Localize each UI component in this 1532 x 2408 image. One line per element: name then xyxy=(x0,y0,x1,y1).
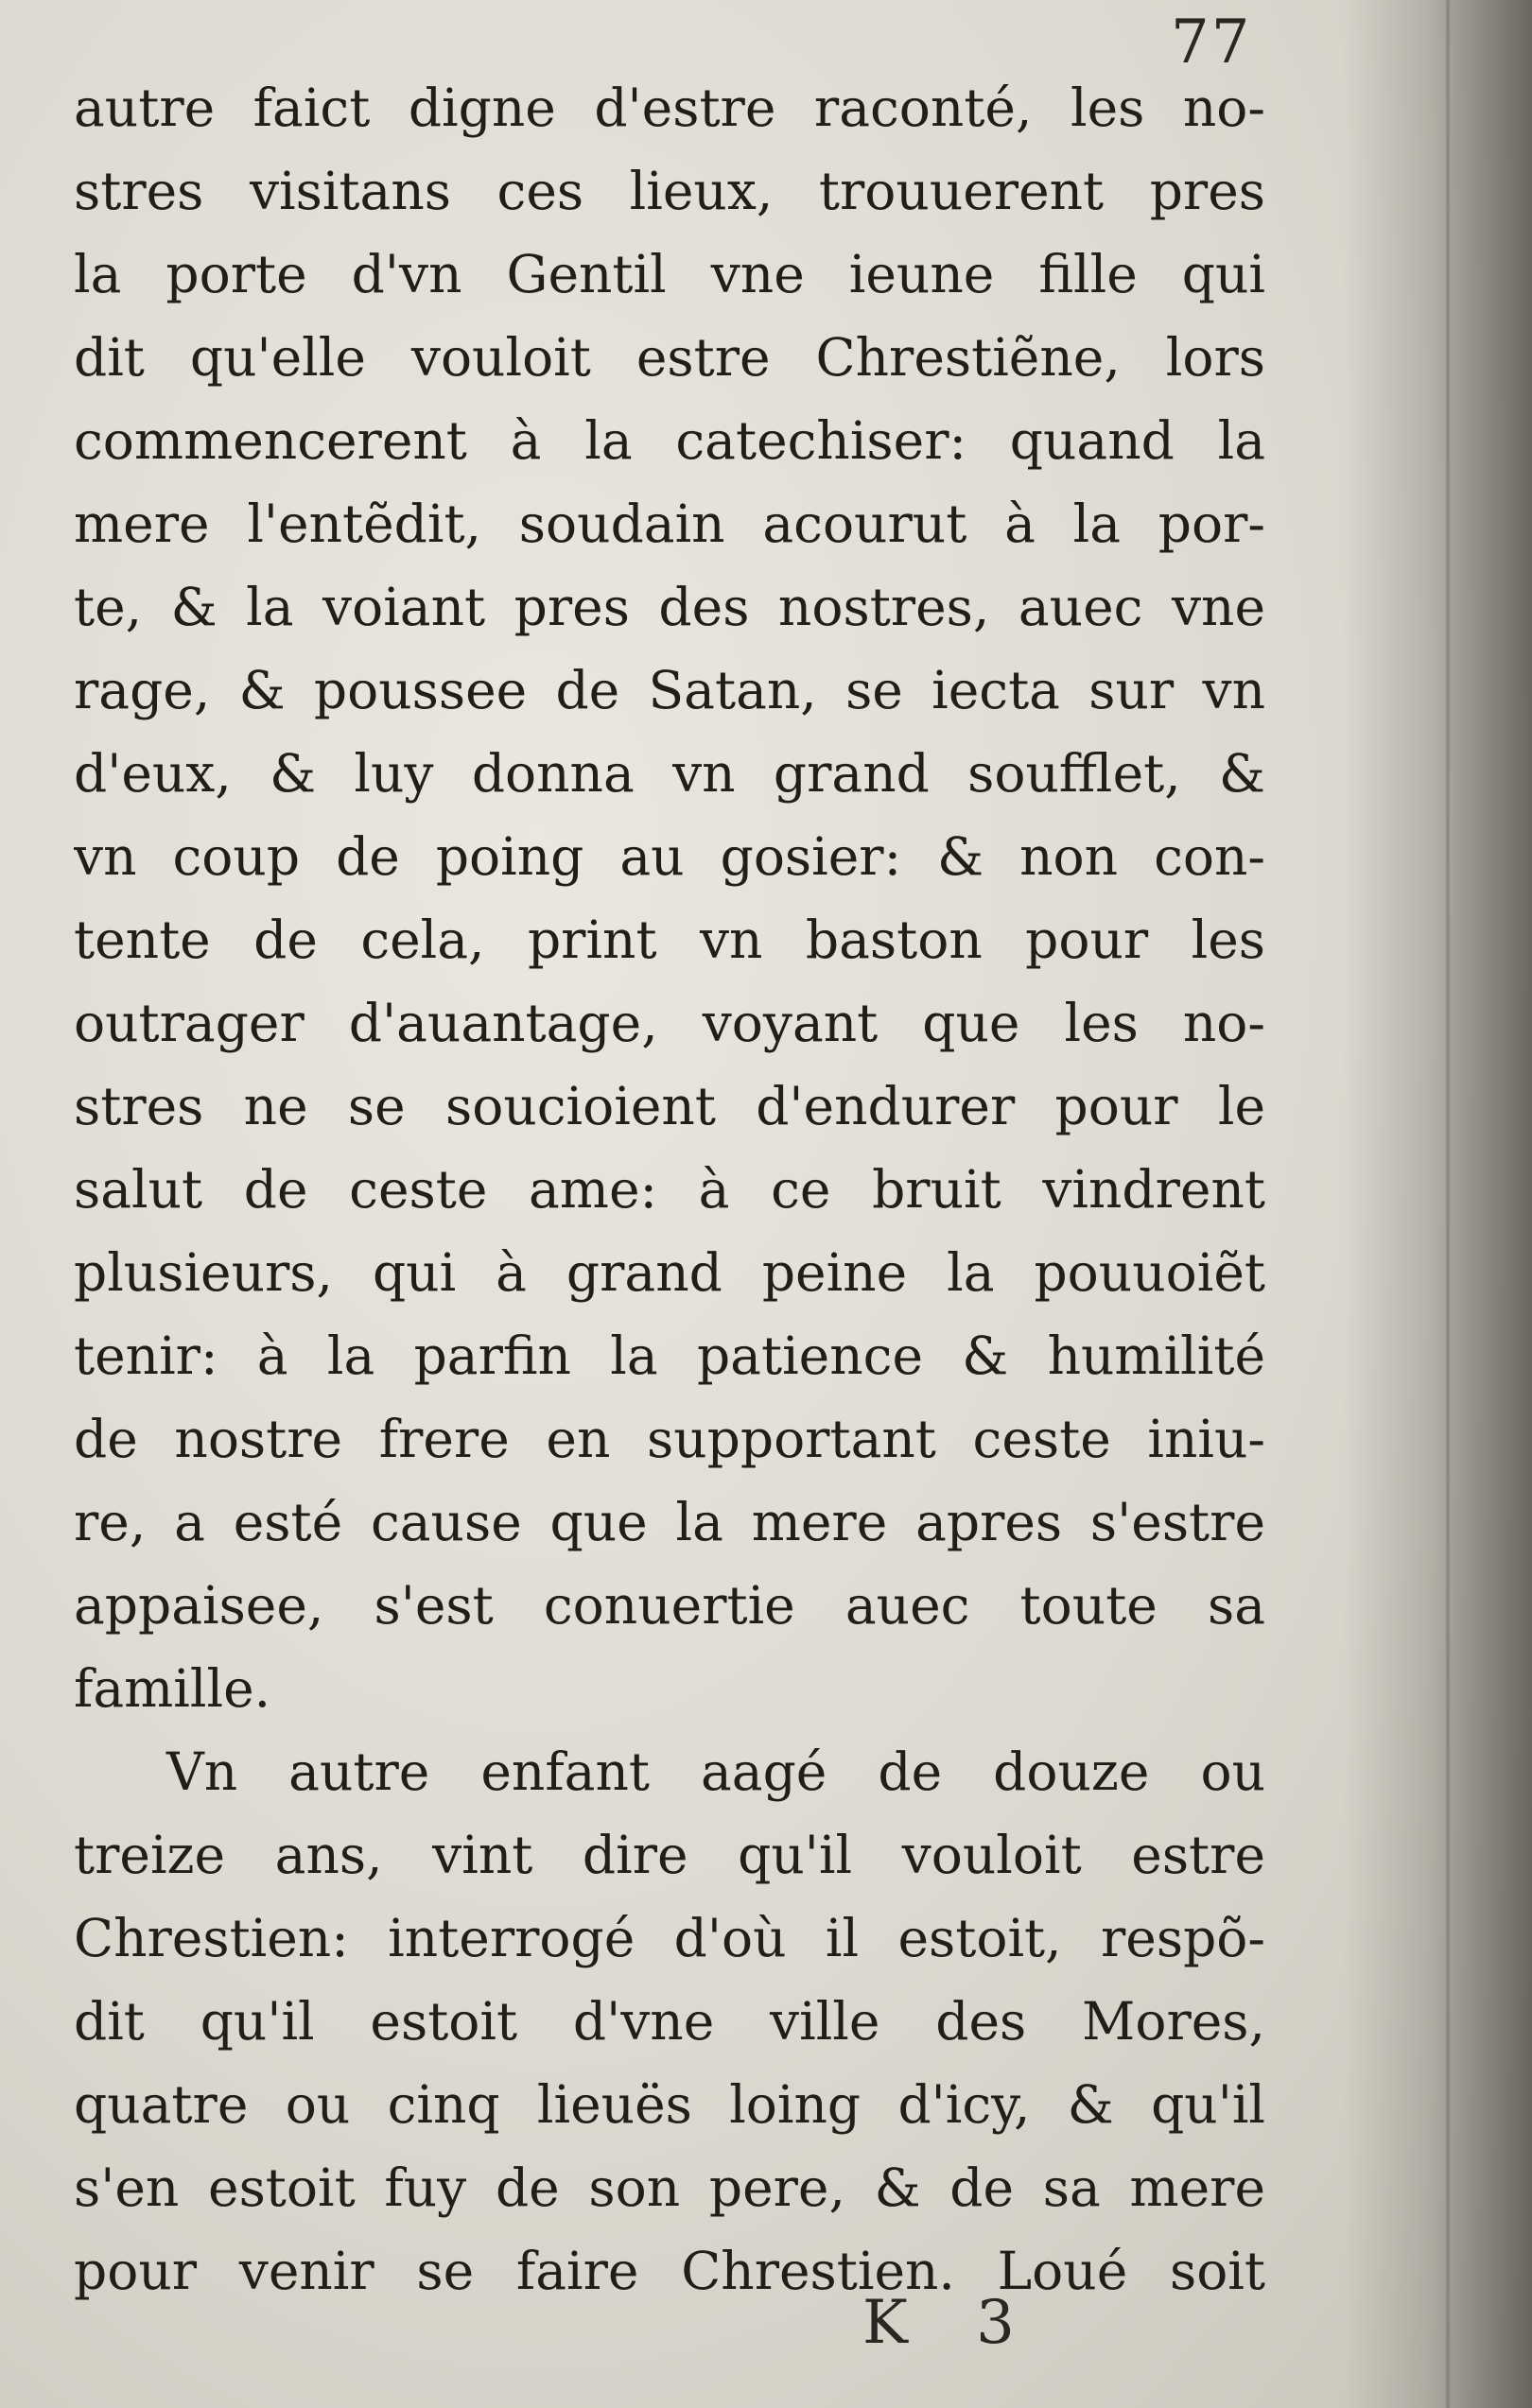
text-line: Chrestien: interrogé d'où il estoit, respõ- xyxy=(74,1908,1265,1968)
text-line: salut de ceste ame: à ce bruit vindrent xyxy=(74,1159,1265,1220)
text-line: tenir: à la parfin la patience & humilité xyxy=(74,1325,1265,1386)
text-line: de nostre frere en supportant ceste iniu- xyxy=(74,1409,1265,1469)
text-line: treize ans, vint dire qu'il vouloit estre xyxy=(74,1825,1265,1885)
text-line: d'eux, & luy donna vn grand soufflet, & xyxy=(74,743,1265,804)
text-line: stres visitans ces lieux, trouuerent pres xyxy=(74,161,1265,221)
text-line: appaisee, s'est conuertie auec toute sa xyxy=(74,1575,1265,1636)
text-line-paragraph-end: famille. xyxy=(74,1658,271,1719)
text-line: stres ne se soucioient d'endurer pour le xyxy=(74,1076,1265,1136)
text-line: te, & la voiant pres des nostres, auec vne xyxy=(74,577,1265,637)
text-line: commencerent à la catechiser: quand la xyxy=(74,410,1265,471)
text-line: mere l'entẽdit, soudain acourut à la por- xyxy=(74,494,1265,554)
page-number: 77 xyxy=(1171,8,1252,78)
text-line: quatre ou cinq lieuës loing d'icy, & qu'il xyxy=(74,2074,1265,2135)
text-line: s'en estoit fuy de son pere, & de sa mere xyxy=(74,2157,1265,2218)
text-line: pour venir se faire Chrestien. Loué soit xyxy=(74,2241,1265,2301)
text-line: plusieurs, qui à grand peine la pouuoiẽt xyxy=(74,1242,1265,1303)
text-line: dit qu'il estoit d'vne ville des Mores, xyxy=(74,1991,1265,2052)
text-line: dit qu'elle vouloit estre Chrestiẽne, lors xyxy=(74,327,1265,388)
text-line: rage, & poussee de Satan, se iecta sur vn xyxy=(74,660,1265,720)
text-line: tente de cela, print vn baston pour les xyxy=(74,909,1265,970)
page-fold xyxy=(1445,0,1451,2408)
signature-mark: K 3 xyxy=(862,2288,1039,2358)
text-line-paragraph-start: Vn autre enfant aagé de douze ou xyxy=(166,1741,1265,1802)
text-line: autre faict digne d'estre raconté, les no- xyxy=(74,78,1265,138)
text-line: vn coup de poing au gosier: & non con- xyxy=(74,826,1265,887)
text-line: la porte d'vn Gentil vne ieune fille qui xyxy=(74,244,1265,304)
text-line: re, a esté cause que la mere apres s'estre xyxy=(74,1492,1265,1552)
binding-shadow xyxy=(1343,0,1532,2408)
body-text xyxy=(74,66,1265,2313)
text-line: outrager d'auantage, voyant que les no- xyxy=(74,993,1265,1053)
